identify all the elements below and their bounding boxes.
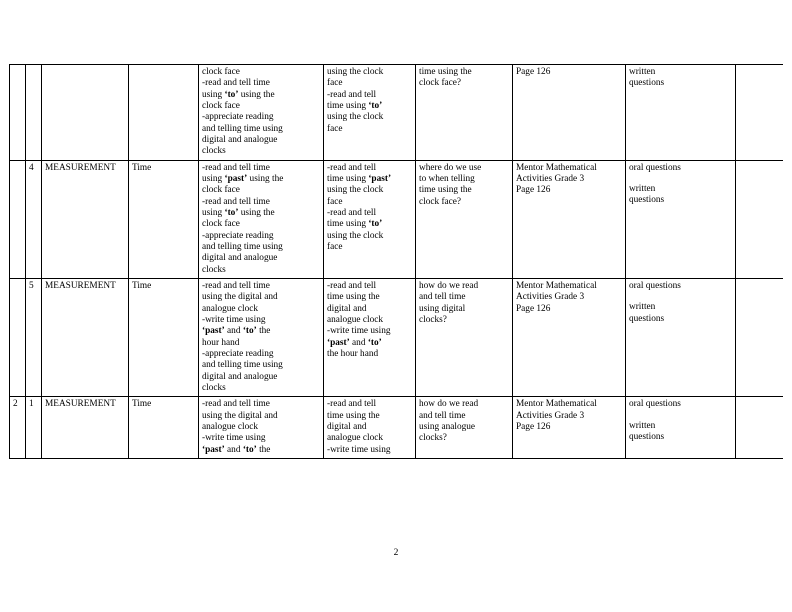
cell-assessment-methods (626, 65, 736, 161)
page-number: 2 (393, 548, 399, 558)
table-row (10, 397, 784, 459)
cell-learning-outcomes (199, 65, 324, 161)
text-line: clock face? (419, 78, 462, 89)
text-line: using ‘past’ using the (202, 173, 284, 184)
text-line: -read and tell (327, 162, 377, 173)
text-line: and telling time using (202, 123, 283, 134)
text-line: written (629, 183, 656, 194)
cell-key-inquiry-question (416, 278, 513, 396)
text-line: written (629, 420, 656, 431)
table-row (10, 65, 784, 161)
text-line: clock face (202, 219, 240, 230)
text-line: oral questions (629, 399, 681, 410)
cell-reflection (736, 278, 784, 396)
cell-substrand: Time (129, 160, 199, 278)
text-line: digital and (327, 421, 367, 432)
text-line: -read and tell time (202, 162, 270, 173)
text-line: using the clock (327, 230, 384, 241)
cell-assessment-methods (626, 160, 736, 278)
cell-strand: MEASUREMENT (42, 397, 129, 459)
text-line: face (327, 241, 343, 252)
text-line: time using the (419, 67, 472, 77)
text-line: -appreciate reading (202, 112, 274, 123)
cell-lesson (26, 65, 42, 161)
text-line: -read and tell (327, 89, 377, 100)
text-line: how do we read (419, 399, 479, 410)
text-line: clock face (202, 100, 240, 111)
text-line: -write time using (327, 326, 391, 337)
text-line: and tell time (419, 410, 466, 421)
table-body (10, 65, 784, 459)
cell-learning-experiences (324, 397, 416, 459)
cell-lesson: 4 (26, 160, 42, 278)
text-line: time using the (327, 410, 380, 421)
text-line: clocks (202, 382, 226, 393)
cell-learning-resources (513, 397, 626, 459)
spacer-line (629, 411, 732, 421)
text-line: hour hand (202, 337, 240, 348)
spacer-line (629, 174, 732, 184)
text-line: written (629, 302, 656, 313)
text-line: using analogue (419, 421, 476, 432)
text-line: time using ‘to’ (327, 219, 383, 230)
cell-reflection (736, 397, 784, 459)
text-line: -appreciate reading (202, 230, 274, 241)
text-line: digital and analogue (202, 134, 278, 145)
text-line: analogue clock (327, 433, 384, 444)
text-line: using the digital and (202, 292, 278, 303)
cell-learning-resources (513, 278, 626, 396)
text-line: clock face (202, 185, 240, 196)
table-row (10, 278, 784, 396)
scheme-of-work-table (9, 64, 783, 459)
cell-substrand: Time (129, 397, 199, 459)
text-line: Page 126 (516, 303, 551, 314)
cell-learning-experiences (324, 65, 416, 161)
text-line: -read and tell (327, 207, 377, 218)
text-line: Activities Grade 3 (516, 410, 585, 421)
text-line: questions (629, 431, 665, 442)
text-line: time using ‘to’ (327, 100, 383, 111)
cell-strand: MEASUREMENT (42, 278, 129, 396)
text-line: Activities Grade 3 (516, 292, 585, 303)
text-line: using the digital and (202, 410, 278, 421)
text-line: digital and (327, 303, 367, 314)
cell-substrand: Time (129, 278, 199, 396)
text-line: -read and tell time (202, 399, 270, 410)
cell-week (10, 65, 26, 161)
text-line: analogue clock (202, 421, 259, 432)
text-line: questions (629, 78, 665, 89)
text-line: the hour hand (327, 348, 379, 359)
text-line: written (629, 67, 656, 77)
text-line: face (327, 196, 343, 207)
text-line: ‘past’ and ‘to’ the (202, 444, 271, 455)
cell-reflection (736, 160, 784, 278)
text-line: -read and tell (327, 399, 377, 410)
text-line: questions (629, 195, 665, 206)
text-line: using the clock (327, 185, 384, 196)
cell-lesson: 5 (26, 278, 42, 396)
text-line: time using the (327, 292, 380, 303)
cell-key-inquiry-question (416, 65, 513, 161)
text-line: ‘past’ and ‘to’ the (202, 326, 271, 337)
text-line: analogue clock (327, 314, 384, 325)
text-line: -appreciate reading (202, 348, 274, 359)
text-line: -read and tell time (202, 196, 270, 207)
text-line: how do we read (419, 280, 479, 291)
text-line: using the clock (327, 112, 384, 123)
cell-key-inquiry-question (416, 160, 513, 278)
cell-learning-outcomes (199, 397, 324, 459)
text-line: using digital (419, 303, 466, 314)
text-line: face (327, 123, 343, 134)
spacer-line (629, 292, 732, 302)
text-line: clocks? (419, 433, 447, 444)
cell-assessment-methods (626, 278, 736, 396)
text-line: digital and analogue (202, 253, 278, 264)
text-line: clock face? (419, 196, 462, 207)
cell-key-inquiry-question (416, 397, 513, 459)
text-line: clocks? (419, 314, 447, 325)
cell-substrand (129, 65, 199, 161)
table-row (10, 160, 784, 278)
text-line: oral questions (629, 162, 681, 173)
cell-strand: MEASUREMENT (42, 160, 129, 278)
text-line: digital and analogue (202, 371, 278, 382)
text-line: Mentor Mathematical (516, 162, 597, 173)
text-line: time using the (419, 185, 472, 196)
text-line: using the clock (327, 67, 384, 77)
cell-assessment-methods (626, 397, 736, 459)
text-line: oral questions (629, 280, 681, 291)
cell-learning-outcomes (199, 160, 324, 278)
text-line: -write time using (202, 433, 266, 444)
cell-learning-experiences (324, 278, 416, 396)
text-line: Page 126 (516, 67, 551, 77)
cell-week (10, 278, 26, 396)
text-line: ‘past’ and ‘to’ (327, 337, 382, 348)
text-line: -read and tell time (202, 78, 270, 89)
text-line: using ‘to’ using the (202, 89, 275, 100)
cell-strand (42, 65, 129, 161)
text-line: -read and tell time (202, 280, 270, 291)
cell-week (10, 160, 26, 278)
text-line: and tell time (419, 292, 466, 303)
text-line: clock face (202, 67, 240, 77)
text-line: questions (629, 313, 665, 324)
text-line: Mentor Mathematical (516, 399, 597, 410)
text-line: and telling time using (202, 241, 283, 252)
cell-reflection (736, 65, 784, 161)
cell-learning-outcomes (199, 278, 324, 396)
scheme-of-work-table-wrapper (9, 64, 783, 534)
text-line: -write time using (202, 314, 266, 325)
text-line: Activities Grade 3 (516, 173, 585, 184)
text-line: clocks (202, 146, 226, 157)
text-line: face (327, 78, 343, 89)
text-line: time using ‘past’ (327, 173, 392, 184)
text-line: analogue clock (202, 303, 259, 314)
text-line: -read and tell (327, 280, 377, 291)
text-line: using ‘to’ using the (202, 207, 275, 218)
cell-lesson: 1 (26, 397, 42, 459)
cell-learning-resources (513, 65, 626, 161)
cell-week: 2 (10, 397, 26, 459)
text-line: Page 126 (516, 421, 551, 432)
cell-learning-experiences (324, 160, 416, 278)
text-line: Mentor Mathematical (516, 280, 597, 291)
text-line: clocks (202, 264, 226, 275)
text-line: Page 126 (516, 185, 551, 196)
text-line: where do we use (419, 162, 482, 173)
text-line: to when telling (419, 173, 475, 184)
cell-learning-resources (513, 160, 626, 278)
text-line: -write time using (327, 444, 391, 455)
text-line: and telling time using (202, 360, 283, 371)
